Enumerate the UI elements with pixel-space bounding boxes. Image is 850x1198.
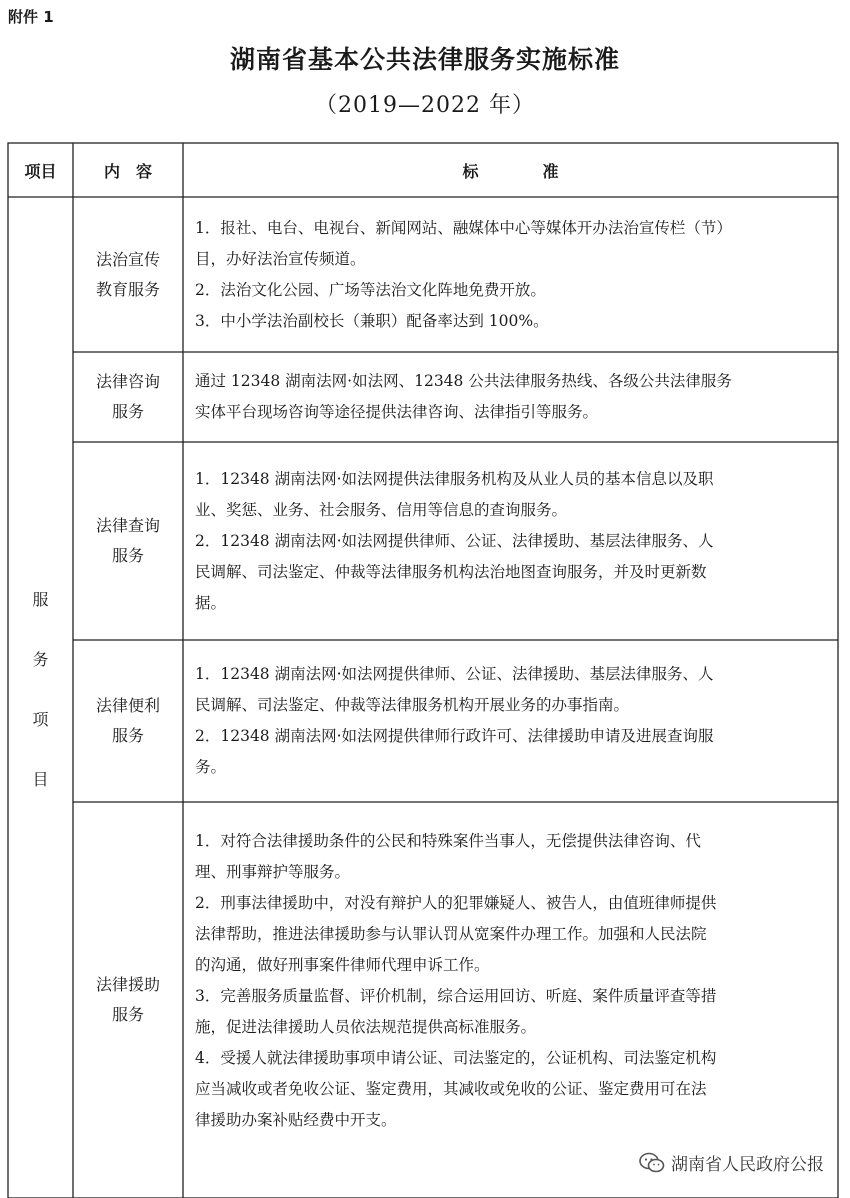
row-standard-legal-aid: 1．对符合法律援助条件的公民和特殊案件当事人，无偿提供法律咨询、代 理、刑事辩护等服务。 2．刑事法律援助中，对没有辩护人的犯罪嫌疑人、被告人，由值班律师提供 法律帮助，推进法律援助参与认罪认罚从宽案件办理工作。加强和人民法院 的沟通，做好刑事案件律师代理申诉工作。 3．完善服务质量监督、评价机制，综合运用回访、听庭、案件质量评查等措 施，促进法律援助人员依法规范提供高标准服务。 4．受援人就法律援助事项申请公证、司法鉴定的，公证机构、司法鉴定机构 应当减收或者免收公证、鉴定费用，其减收或免收的公证、鉴定费用可在法 律援助办案补贴经费中开支。 [195, 832, 717, 1129]
header-standard: 标 准 [462, 161, 559, 181]
row-name-legal-convenience: 法律便利 服务 [95, 696, 160, 745]
document-title: 湖南省基本公共法律服务实施标准 [229, 45, 620, 74]
header-content: 内 容 [103, 161, 152, 181]
category-char: 项 [32, 710, 49, 729]
row-standard-legal-publicity: 1．报社、电台、电视台、新闻网站、融媒体中心等媒体开办法治宣传栏（节） 目，办好法治宣传频道。 2．法治文化公园、广场等法治文化阵地免费开放。 3．中小学法治副校长（兼职）配备率达到 100%。 [195, 218, 732, 330]
category-char: 目 [32, 770, 49, 789]
watermark [639, 1150, 824, 1175]
header-item: 项目 [24, 161, 57, 181]
row-name-legal-publicity: 法治宣传 教育服务 [95, 249, 160, 299]
row-standard-legal-query: 1．12348 湖南法网·如法网提供法律服务机构及从业人员的基本信息以及职 业、奖惩、业务、社会服务、信用等信息的查询服务。 2．12348 湖南法网·如法网提供律师、公证、法律援助、基层法律服务、人 民调解、司法鉴定、仲裁等法律服务机构法治地图查询服务，并及时更新数 据。 [195, 469, 714, 612]
row-standard-legal-convenience: 1．12348 湖南法网·如法网提供律师、公证、法律援助、基层法律服务、人 民调解、司法鉴定、仲裁等法律服务机构开展业务的办事指南。 2．12348 湖南法网·如法网提供律师行政许可、法律援助申请及进展查询服 务。 [195, 665, 714, 776]
attachment-label: 附件 1 [8, 8, 54, 26]
document-subtitle: （2019—2022 年） [315, 93, 535, 118]
category-char: 务 [32, 650, 49, 669]
category-service-items [8, 560, 73, 820]
watermark-text: 湖南省人民政府公报 [671, 1155, 824, 1175]
row-name-legal-query: 法律查询 服务 [95, 516, 160, 565]
row-name-legal-consultation: 法律咨询 服务 [95, 372, 160, 421]
row-name-legal-aid: 法律援助 服务 [95, 975, 160, 1024]
category-char: 服 [32, 590, 49, 609]
wechat-icon [639, 1152, 665, 1174]
row-standard-legal-consultation: 通过 12348 湖南法网·如法网、12348 公共法律服务热线、各级公共法律服务 实体平台现场咨询等途径提供法律咨询、法律指引等服务。 [195, 372, 732, 421]
